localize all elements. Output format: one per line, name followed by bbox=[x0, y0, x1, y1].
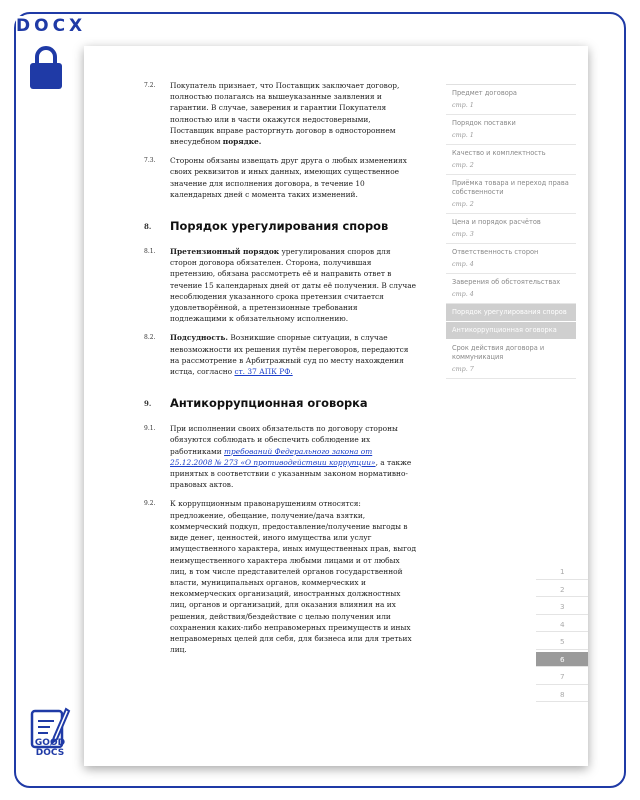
section-heading-9 bbox=[144, 396, 416, 410]
page-number[interactable]: 5 bbox=[536, 634, 588, 650]
toc-item-page: стр. 3 bbox=[452, 230, 474, 238]
toc-item[interactable] bbox=[446, 304, 576, 322]
toc-item-page: стр. 2 bbox=[452, 161, 474, 169]
clause-text: К коррупционным правонарушениям относятся: предложение, обещание, получение/дача взятки, коммерческий подкуп, предоставление/получение выгоды в виде денег, ценностей, иного имущества или услуг имущественного характера, иных имущественных прав, выгод неимущественного характера любыми лицами и от любых лиц, в том числе представителей органов государственной власти, муниципальных органов, коммерческих и некоммерческих организаций, иностранных должностных лиц, органов и организаций, для оказания влияния на их решения, действия/бездействие с целью получения или сохранения каких-либо неправомерных преимуществ и иных неправомерных целей для себя, для бизнеса или для третьих лиц. bbox=[170, 499, 417, 655]
clause-text: урегулирования споров для сторон договора обязателен. Сторона, получившая претензию, обязана рассмотреть её и направить ответ в течение 15 календарных дней от даты её получения. В случае несоблюдения указанного срока претензия считается удовлетворённой, а претензионные требования подлежащими к обязательному исполнению. bbox=[170, 247, 416, 324]
clause-bold-start: Подсудность. bbox=[170, 333, 228, 343]
toc-item-title: Заверения об обстоятельствах bbox=[452, 278, 561, 286]
table-of-contents bbox=[446, 84, 576, 379]
toc-item[interactable] bbox=[446, 85, 576, 115]
toc-item-page: стр. 2 bbox=[452, 200, 474, 208]
page-number[interactable]: 7 bbox=[536, 669, 588, 685]
document-page bbox=[84, 46, 588, 766]
section-number: 9. bbox=[144, 399, 152, 409]
toc-item-title: Качество и комплектность bbox=[452, 149, 546, 157]
section-title: Порядок урегулирования споров bbox=[170, 219, 389, 234]
toc-item[interactable] bbox=[446, 175, 576, 214]
clause-text: Возникшие спорные ситуации, в случае невозможности их решения путём переговоров, передаются на рассмотрение в Арбитражный суд по месту нахождения истца, согласно bbox=[170, 333, 409, 377]
toc-item-title: Ответственность сторон bbox=[452, 248, 539, 256]
toc-item-title: Приёмка товара и переход права собственности bbox=[452, 179, 569, 196]
toc-item-page: стр. 1 bbox=[452, 131, 474, 139]
clause-number: 9.1. bbox=[144, 425, 156, 433]
toc-item[interactable] bbox=[446, 115, 576, 145]
clause-9-1 bbox=[144, 423, 416, 490]
lock-icon bbox=[28, 44, 64, 90]
clause-bold-end: порядке. bbox=[222, 137, 262, 147]
toc-item[interactable] bbox=[446, 274, 576, 304]
toc-item-title: Цена и порядок расчётов bbox=[452, 218, 541, 226]
toc-item-title: Предмет договора bbox=[452, 89, 517, 97]
toc-item[interactable] bbox=[446, 322, 576, 340]
page-number[interactable]: 3 bbox=[536, 599, 588, 615]
page-number[interactable]: 4 bbox=[536, 617, 588, 633]
clause-number: 7.3. bbox=[144, 157, 156, 165]
toc-item[interactable] bbox=[446, 340, 576, 379]
page-index bbox=[536, 564, 588, 704]
good-docs-line2: DOCS bbox=[35, 748, 65, 758]
toc-item-page: стр. 7 bbox=[452, 365, 474, 373]
clause-8-2 bbox=[144, 332, 416, 377]
toc-item-title: Порядок поставки bbox=[452, 119, 516, 127]
clause-7-2 bbox=[144, 80, 416, 147]
section-number: 8. bbox=[144, 222, 152, 232]
good-docs-text bbox=[24, 738, 76, 758]
toc-item-page: стр. 1 bbox=[452, 101, 474, 109]
toc-item-title: Антикоррупционная оговорка bbox=[452, 326, 557, 334]
clause-number: 7.2. bbox=[144, 82, 156, 89]
clause-bold-start: Претензионный порядок bbox=[170, 247, 280, 257]
docx-label: DOCX bbox=[16, 16, 90, 36]
clause-7-3 bbox=[144, 155, 416, 200]
page-number[interactable]: 2 bbox=[536, 582, 588, 598]
section-title: Антикоррупционная оговорка bbox=[170, 396, 368, 411]
clause-number: 8.2. bbox=[144, 334, 156, 342]
toc-item-page: стр. 4 bbox=[452, 290, 474, 298]
good-docs-line1: GOOD bbox=[34, 738, 66, 748]
law-link-text: требований Федерального закона от 25.12.2008 № 273 «О противодействии коррупции» bbox=[170, 446, 376, 467]
clause-number: 9.2. bbox=[144, 500, 156, 508]
clause-text: При исполнении своих обязательств по договору стороны обязуются соблюдать и обеспечить соблюдение их работниками bbox=[170, 424, 398, 456]
section-heading-8 bbox=[144, 219, 416, 233]
law-link[interactable]: ст. 37 АПК РФ. bbox=[234, 367, 293, 377]
page-number[interactable]: 1 bbox=[536, 564, 588, 580]
page-number[interactable]: 6 bbox=[536, 652, 588, 668]
clause-text: Покупатель признает, что Поставщик заключает договор, полностью полагаясь на вышеуказанные заявления и гарантии. В случае, заверения и гарантии Покупателя полностью или в части окажутся недостоверными, Поставщик вправе расторгнуть договор в одностороннем внесудебном bbox=[170, 81, 400, 147]
toc-item[interactable] bbox=[446, 244, 576, 274]
clause-text: Стороны обязаны извещать друг друга о любых изменениях своих реквизитов и иных данных, имеющих существенное значение для исполнения договора, в течение 10 календарных дней с момента таких изменений. bbox=[170, 156, 407, 199]
clause-8-1 bbox=[144, 246, 416, 324]
toc-item-title: Порядок урегулирования споров bbox=[452, 308, 567, 316]
page-number[interactable]: 8 bbox=[536, 687, 588, 703]
toc-item-page: стр. 4 bbox=[452, 260, 474, 268]
toc-item[interactable] bbox=[446, 214, 576, 244]
toc-item-title: Срок действия договора и коммуникация bbox=[452, 344, 545, 361]
clause-text-end: , а также принятых в соответствии с указанным законом нормативно-правовых актов. bbox=[170, 457, 412, 490]
document-content bbox=[144, 80, 416, 663]
clause-9-2 bbox=[144, 498, 416, 655]
toc-item[interactable] bbox=[446, 145, 576, 175]
clause-number: 8.1. bbox=[144, 248, 156, 256]
